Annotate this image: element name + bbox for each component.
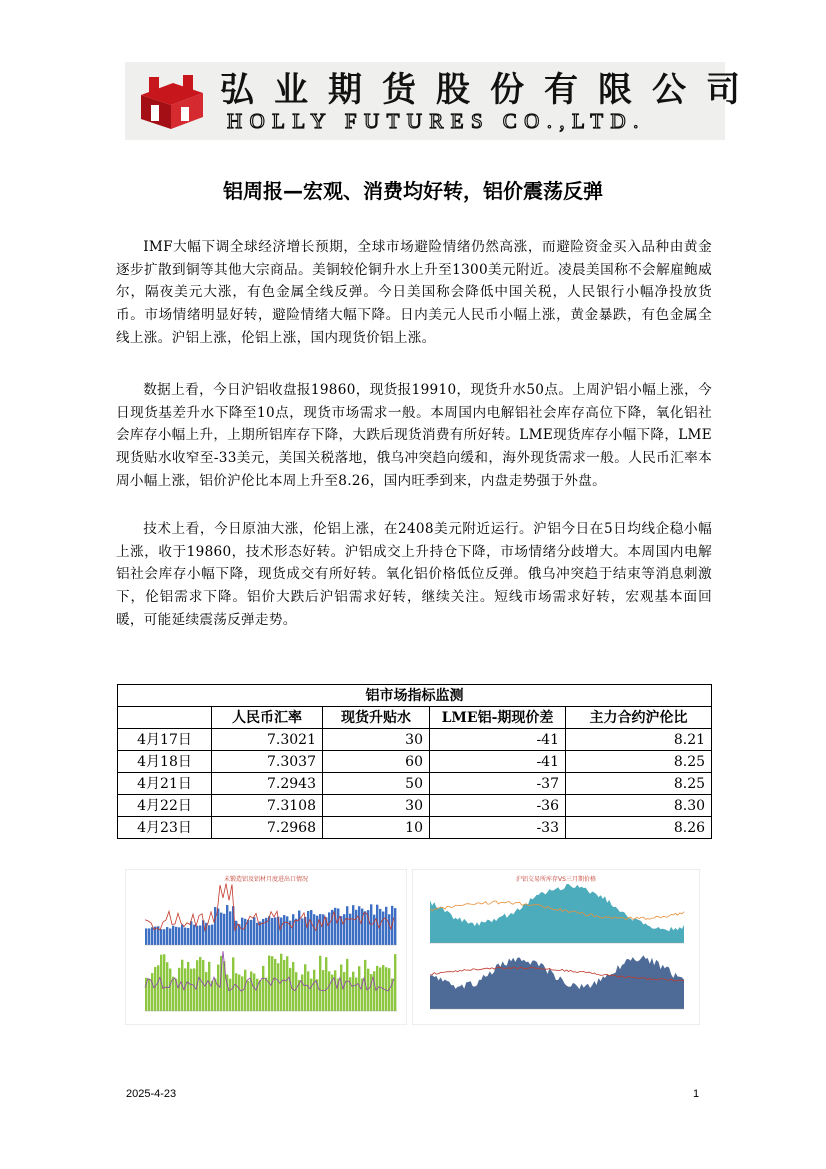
export-bar (349, 914, 351, 945)
import-bar (250, 972, 252, 1011)
export-bar (190, 921, 192, 945)
table-cell: 4月23日 (118, 817, 212, 839)
import-export-chart-graphic (125, 869, 407, 1025)
company-banner (125, 62, 760, 140)
import-bar (286, 956, 288, 1011)
export-bar (187, 928, 189, 945)
import-bar (157, 965, 159, 1011)
export-bar (280, 917, 282, 945)
export-bar (235, 921, 237, 945)
export-bar (346, 906, 348, 945)
table-cell: 60 (323, 751, 430, 773)
import-bar (262, 966, 264, 1011)
import-bar (307, 971, 309, 1011)
table-cell: 8.25 (566, 773, 712, 795)
export-bar (175, 927, 177, 945)
import-bar (265, 978, 267, 1011)
table-row (118, 817, 712, 839)
export-bar (178, 927, 180, 945)
import-bar (325, 957, 327, 1011)
import-bar (355, 978, 357, 1011)
import-bar (304, 964, 306, 1011)
export-bar (163, 929, 165, 945)
export-bar (283, 915, 285, 945)
table-cell: 8.30 (566, 795, 712, 817)
table-cell: 8.21 (566, 729, 712, 751)
import-bar (343, 972, 345, 1011)
export-bar (388, 914, 390, 945)
table-cell: 50 (323, 773, 430, 795)
import-bar (277, 963, 279, 1011)
import-bar (148, 979, 150, 1011)
table-header-cell: 现货升贴水 (323, 707, 430, 729)
export-bar (184, 928, 186, 945)
import-bar (205, 972, 207, 1011)
import-bar (292, 962, 294, 1011)
export-bar (292, 914, 294, 945)
import-bar (274, 959, 276, 1011)
export-bar (355, 910, 357, 945)
import-bar (253, 974, 255, 1012)
import-bar (199, 957, 201, 1011)
export-bar (328, 912, 330, 945)
import-bar (232, 957, 234, 1011)
import-bar (358, 966, 360, 1011)
table-cell: -33 (430, 817, 566, 839)
table-caption-row (118, 685, 712, 707)
table-header-cell: 主力合约沪伦比 (566, 707, 712, 729)
export-bar (370, 904, 372, 945)
paragraph-macro: IMF大幅下调全球经济增长预期，全球市场避险情绪仍然高涨，而避险资金买入品种由黄金逐步扩散到铜等其他大宗商品。美铜较伦铜升水上升至1300美元附近。凌晨美国称不会解雇鲍威尔，隔夜美元大涨，有色金属全线反弹。今日美国称会降低中国关税，人民银行小幅净投放货币。市场情绪明显好转，避险情绪大幅下降。日内美元人民币小幅上涨，黄金暴跌，有色金属全线上涨。沪铝上涨，伦铝上涨，国内现货价铝上涨。 (116, 239, 712, 346)
export-bar (319, 914, 321, 945)
export-bar (169, 928, 171, 945)
export-bar (364, 911, 366, 945)
export-bar (226, 905, 228, 945)
footer-date: 2025-4-23 (126, 1088, 177, 1100)
table-header-cell: 人民币汇率 (212, 707, 323, 729)
table-cell: -41 (430, 751, 566, 773)
export-bar (286, 916, 288, 945)
import-bar (202, 960, 204, 1011)
table-cell: 4月17日 (118, 729, 212, 751)
market-indicator-table (117, 684, 712, 839)
export-bar (247, 920, 249, 945)
table-header-row (118, 707, 712, 729)
export-bar (211, 925, 213, 945)
import-bar (166, 962, 168, 1011)
table-row (118, 751, 712, 773)
table-cell: 4月22日 (118, 795, 212, 817)
left-chart-title: 未锻造铝及铝材月度进出口情况 (223, 876, 309, 883)
export-bar (250, 920, 252, 945)
table-row (118, 729, 712, 751)
table-cell: 7.3037 (212, 751, 323, 773)
right-chart-title: 沪铝交易所库存VS三月期价格 (516, 876, 596, 883)
inventory-price-chart-graphic (412, 869, 700, 1025)
paragraph-data: 数据上看，今日沪铝收盘报19860，现货报19910，现货升水50点。上周沪铝小幅上涨，今日现货基差升水下降至10点，现货市场需求一般。本周国内电解铝社会库存高位下降，氧化铝社会库存小幅上升，上期所铝库存下降，大跌后现货消费有所好转。LME现货库存小幅下降，LME现货贴水收窄至-33美元，美国关税落地，俄乌冲突趋向缓和，海外现货需求一般。人民币汇率本周小幅上涨，铝价沪伦比本周上升至8.26，国内旺季到来，内盘走势强于外盘。 (116, 382, 712, 489)
import-bar (241, 976, 243, 1011)
table-cell: 4月18日 (118, 751, 212, 773)
table-caption: 铝市场指标监测 (118, 685, 712, 707)
import-bar (256, 979, 258, 1011)
table-cell: 7.2943 (212, 773, 323, 795)
export-bar (199, 925, 201, 945)
import-bar (301, 974, 303, 1011)
import-bar (151, 973, 153, 1011)
export-bar (160, 929, 162, 945)
export-bar (151, 927, 153, 945)
table-cell: 8.25 (566, 751, 712, 773)
import-bar (295, 972, 297, 1011)
export-bar (307, 911, 309, 945)
export-bar (256, 923, 258, 945)
import-bar (217, 965, 219, 1011)
export-bar (352, 905, 354, 945)
export-bar (148, 928, 150, 945)
import-bar (319, 956, 321, 1011)
company-name-en: HOLLY FUTURES CO.,LTD. (227, 109, 646, 133)
import-bar (352, 972, 354, 1011)
export-bar (181, 925, 183, 945)
table-cell: 10 (323, 817, 430, 839)
import-bar (289, 968, 291, 1011)
import-bar (340, 965, 342, 1011)
import-bar (394, 954, 396, 1011)
import-bar (259, 980, 261, 1011)
import-bar (172, 977, 174, 1011)
export-bar (337, 909, 339, 946)
import-bar (328, 971, 330, 1011)
export-bar (385, 907, 387, 945)
export-bar (271, 918, 273, 945)
export-bar (361, 909, 363, 945)
export-bar (172, 926, 174, 945)
import-bar (208, 962, 210, 1011)
export-bar (298, 911, 300, 945)
table-cell: 30 (323, 729, 430, 751)
export-bar (145, 928, 147, 945)
import-bar (334, 970, 336, 1011)
import-bar (313, 970, 315, 1011)
export-bar (358, 906, 360, 945)
export-bar (166, 927, 168, 945)
import-bar (229, 979, 231, 1011)
export-bar (220, 913, 222, 945)
export-bar (382, 912, 384, 945)
export-bar (217, 909, 219, 945)
table-cell: -36 (430, 795, 566, 817)
export-bar (343, 914, 345, 945)
import-bar (193, 968, 195, 1011)
export-bar (196, 926, 198, 945)
company-name-cn: 弘业期货股份有限公司 (220, 70, 760, 110)
table-row (118, 795, 712, 817)
import-bar (346, 959, 348, 1011)
export-bar (214, 907, 216, 945)
table-cell: 7.3021 (212, 729, 323, 751)
table-cell: 7.2968 (212, 817, 323, 839)
import-bar (244, 970, 246, 1011)
import-export-chart (125, 869, 407, 1025)
table-cell: 30 (323, 795, 430, 817)
table-cell: 8.26 (566, 817, 712, 839)
paragraph-technical: 技术上看，今日原油大涨，伦铝上涨，在2408美元附近运行。沪铝今日在5日均线企稳小幅上涨，收于19860，技术形态好转。沪铝成交上升持仓下降，市场情绪分歧增大。本周国内电解铝社会库存小幅下降，现货成交有所好转。氧化铝价格低位反弹。俄乌冲突趋于结束等消息刺激下，伦铝需求下降。铝价大跌后沪铝需求好转，继续关注。短线市场需求好转，宏观基本面回暖，可能延续震荡反弹走势。 (116, 521, 712, 628)
export-bar (193, 925, 195, 945)
table-header-cell: LME铝-期现价差 (430, 707, 566, 729)
company-logo-icon (137, 71, 207, 131)
table-row (118, 773, 712, 795)
import-bar (178, 968, 180, 1011)
export-bar (208, 925, 210, 945)
import-bar (283, 960, 285, 1011)
export-bar (229, 911, 231, 945)
inventory-price-chart (412, 869, 700, 1025)
export-bar (241, 918, 243, 945)
import-bar (214, 979, 216, 1012)
export-bar (295, 919, 297, 945)
table-cell: -41 (430, 729, 566, 751)
export-bar (301, 918, 303, 945)
report-title: 铝周报—宏观、消费均好转，铝价震荡反弹 (223, 179, 603, 203)
import-bar (190, 969, 192, 1011)
import-bar (379, 967, 381, 1011)
export-bar (373, 915, 375, 945)
page-number: 1 (693, 1088, 700, 1100)
import-bar (247, 981, 249, 1011)
import-bar (187, 962, 189, 1011)
import-bar (238, 975, 240, 1011)
import-bar (385, 967, 387, 1011)
table-cell: 7.3108 (212, 795, 323, 817)
import-bar (169, 969, 171, 1011)
export-bar (310, 910, 312, 945)
import-bar (154, 967, 156, 1011)
export-bar (253, 917, 255, 945)
export-bar (274, 917, 276, 945)
import-bar (163, 954, 165, 1011)
export-bar (244, 919, 246, 945)
table-cell: 4月21日 (118, 773, 212, 795)
import-bar (310, 979, 312, 1011)
export-bar (394, 908, 396, 945)
table-cell: -37 (430, 773, 566, 795)
table-header-cell (118, 707, 212, 729)
export-bar (223, 914, 225, 945)
import-bar (235, 973, 237, 1011)
